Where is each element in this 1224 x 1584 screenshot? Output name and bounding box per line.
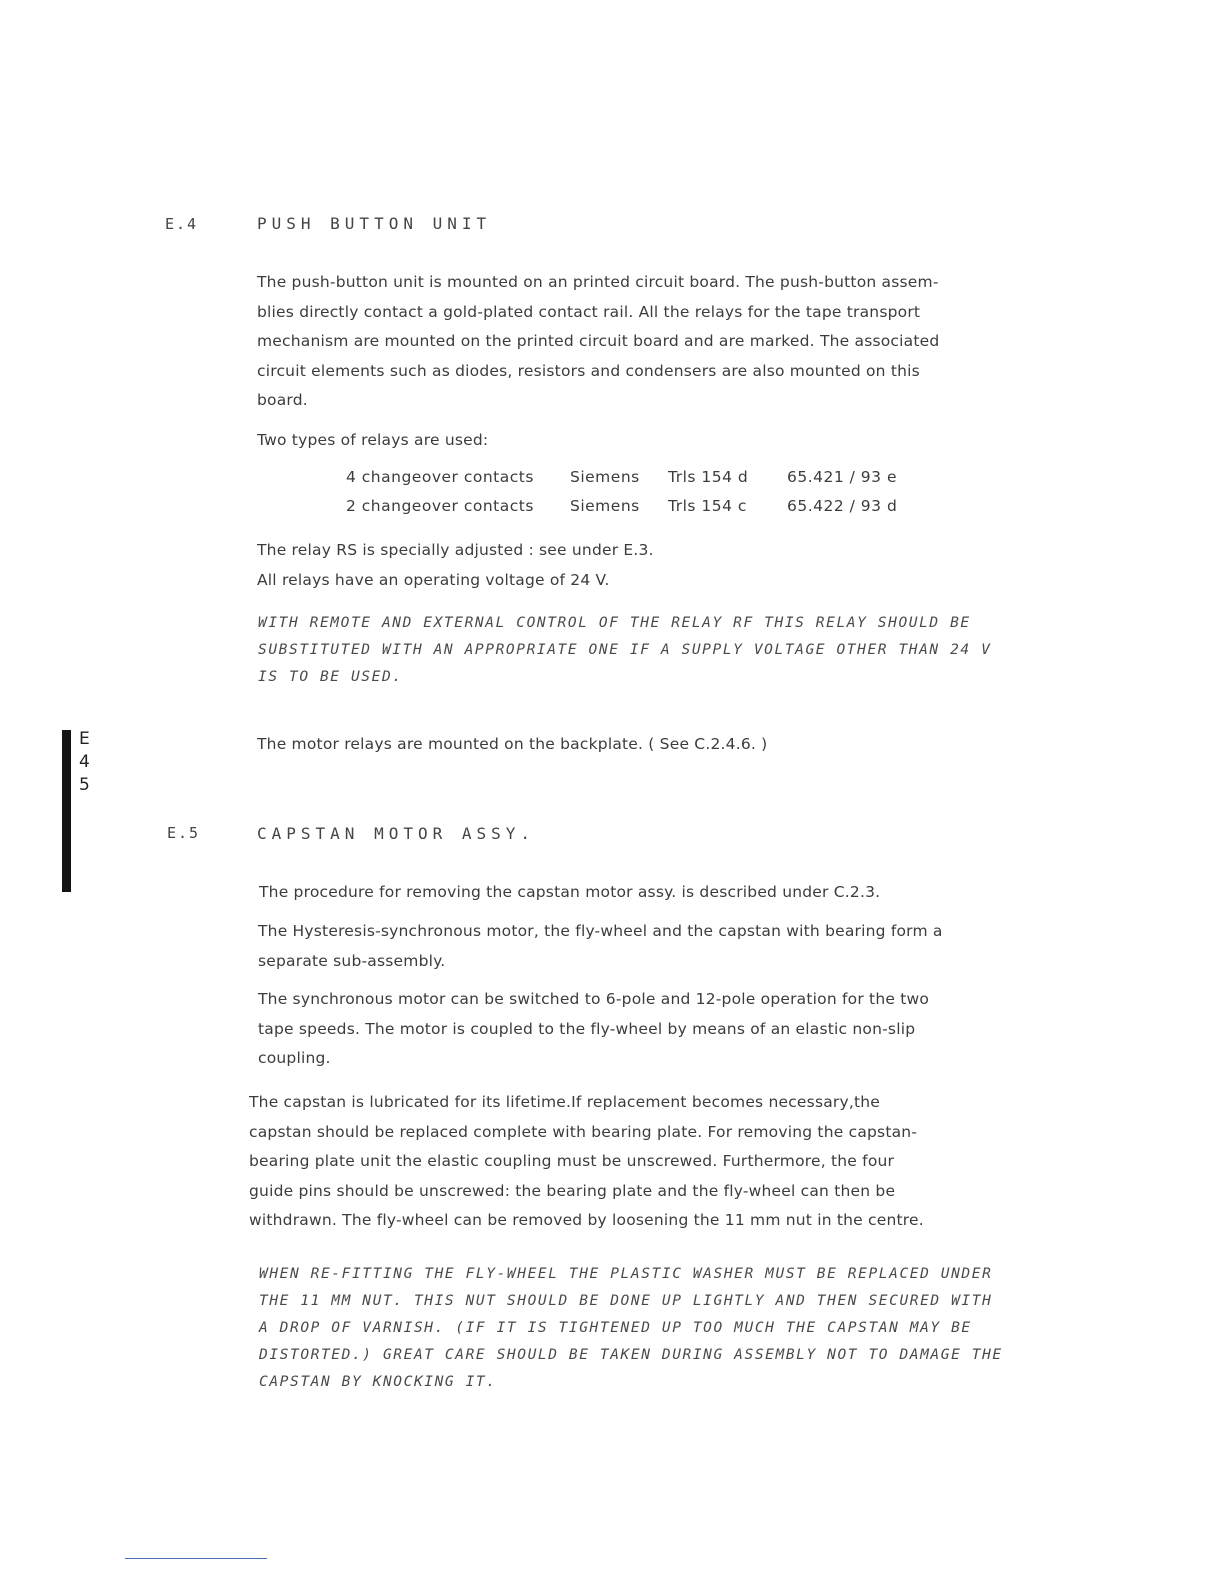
relay-code: 65.421 / 93 e	[787, 468, 897, 486]
relay-contacts: 4 changeover contacts	[346, 468, 534, 486]
relay-contacts: 2 changeover contacts	[346, 497, 534, 515]
paragraph-removal-procedure: The procedure for removing the capstan motor assy. is described under C.2.3.	[259, 883, 881, 901]
side-tab-number: 5	[79, 775, 90, 795]
text-line: capstan should be replaced complete with bearing plate. For removing the capstan-	[249, 1122, 918, 1141]
section-title-e4: PUSH BUTTON UNIT	[257, 214, 492, 233]
side-bar-marker	[62, 730, 71, 892]
text-line: IS TO BE USED.	[258, 669, 403, 685]
section-title-e5: CAPSTAN MOTOR ASSY.	[257, 824, 536, 843]
relay-types-intro: Two types of relays are used:	[257, 431, 489, 449]
section-number-e4: E.4	[165, 215, 199, 233]
text-line: guide pins should be unscrewed: the bearing plate and the fly-wheel can then be	[249, 1181, 896, 1200]
footer-rule	[125, 1558, 267, 1559]
text-line: bearing plate unit the elastic coupling must be unscrewed. Furthermore, the four	[249, 1152, 895, 1170]
paragraph-relay-adjustment	[257, 536, 654, 595]
paragraph-synchronous-motor	[258, 985, 929, 1074]
motor-relays-note: The motor relays are mounted on the backplate. ( See C.2.4.6. )	[257, 735, 768, 753]
relay-row	[346, 468, 946, 492]
relay-maker: Siemens	[570, 497, 640, 515]
side-tab-letter: E	[79, 729, 90, 749]
text-line: board.	[257, 391, 308, 409]
side-tab-number: 4	[79, 752, 90, 772]
text-line: The push-button unit is mounted on an printed circuit board. The push-button assem-	[257, 273, 939, 291]
relay-code: 65.422 / 93 d	[787, 497, 898, 515]
text-line: THE 11 MM NUT. THIS NUT SHOULD BE DONE UP LIGHTLY AND THEN SECURED WITH	[259, 1293, 993, 1309]
warning-remote-control	[258, 610, 991, 691]
text-line: SUBSTITUTED WITH AN APPROPRIATE ONE IF A SUPPLY VOLTAGE OTHER THAN 24 V	[258, 642, 992, 658]
text-line: WITH REMOTE AND EXTERNAL CONTROL OF THE RELAY RF THIS RELAY SHOULD BE	[258, 615, 971, 631]
text-line: circuit elements such as diodes, resistors and condensers are also mounted on this	[257, 361, 920, 380]
text-line: coupling.	[258, 1049, 331, 1067]
text-line: DISTORTED.) GREAT CARE SHOULD BE TAKEN DURING ASSEMBLY NOT TO DAMAGE THE	[259, 1347, 1003, 1363]
paragraph-capstan-replacement	[249, 1088, 924, 1236]
text-line: blies directly contact a gold-plated contact rail. All the relays for the tape transport	[257, 302, 921, 321]
text-line: The capstan is lubricated for its lifetime.If replacement becomes necessary,the	[249, 1093, 881, 1111]
side-tab-index	[79, 728, 90, 797]
text-line: withdrawn. The fly-wheel can be removed by loosening the 11 mm nut in the centre.	[249, 1211, 924, 1229]
warning-fly-wheel-refitting	[259, 1261, 1003, 1396]
text-line: The Hysteresis-synchronous motor, the fly-wheel and the capstan with bearing form a	[258, 922, 943, 940]
relay-maker: Siemens	[570, 468, 640, 486]
text-line: The synchronous motor can be switched to 6-pole and 12-pole operation for the two	[258, 990, 930, 1008]
relay-type: Trls 154 c	[668, 497, 747, 515]
relay-row	[346, 497, 946, 521]
text-line: All relays have an operating voltage of 24 V.	[257, 570, 610, 589]
text-line: A DROP OF VARNISH. (IF IT IS TIGHTENED UP TOO MUCH THE CAPSTAN MAY BE	[259, 1320, 972, 1336]
paragraph-push-button-unit	[257, 268, 939, 416]
relay-type: Trls 154 d	[668, 468, 749, 486]
relay-table	[346, 468, 946, 528]
section-number-e5: E.5	[167, 824, 201, 842]
text-line: tape speeds. The motor is coupled to the fly-wheel by means of an elastic non-slip	[258, 1019, 916, 1038]
text-line: The relay RS is specially adjusted : see under E.3.	[257, 541, 654, 559]
text-line: CAPSTAN BY KNOCKING IT.	[259, 1374, 497, 1390]
text-line: mechanism are mounted on the printed circuit board and are marked. The associated	[257, 332, 940, 350]
text-line: separate sub-assembly.	[258, 951, 446, 970]
text-line: WHEN RE-FITTING THE FLY-WHEEL THE PLASTIC WASHER MUST BE REPLACED UNDER	[259, 1266, 993, 1282]
paragraph-subassembly	[258, 917, 943, 976]
